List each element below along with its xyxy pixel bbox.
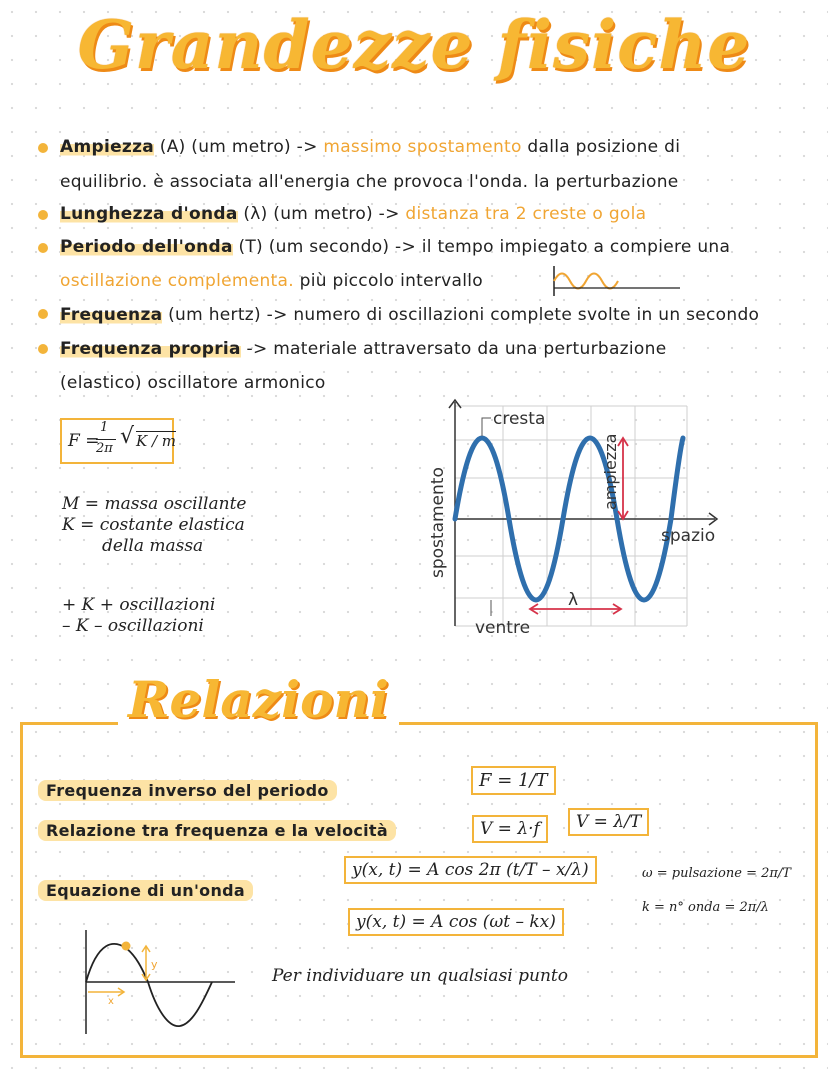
- sketch-x-label: x: [108, 996, 114, 1007]
- term-ampiezza: Ampiezza: [60, 137, 155, 157]
- bullet-text: (um hertz) -> numero di oscillazioni complete svolte in un secondo: [162, 305, 760, 325]
- crest-leader: [482, 418, 491, 436]
- bullet-lunghezza: [60, 204, 646, 224]
- relations-caption: Per individuare un qualsiasi punto: [272, 966, 568, 986]
- relations-title: Relazioni: [118, 670, 399, 729]
- fraction-bar: [96, 439, 116, 440]
- sketch-y-label: y: [151, 958, 158, 971]
- note-minus-k: – K – oscillazioni: [62, 616, 204, 636]
- amplitude-label: ampiezza: [601, 433, 620, 510]
- bullet-text: dalla posizione di: [521, 137, 681, 157]
- trough-label: ventre: [475, 618, 531, 638]
- bullet-frequenza-propria-cont: (elastico) oscillatore armonico: [60, 373, 326, 393]
- bullet-dot: [38, 143, 48, 153]
- formula-root: K / m: [136, 432, 177, 450]
- bullet-dot: [38, 344, 48, 354]
- note-k: K = costante elastica: [62, 515, 245, 535]
- formula-v-lambda-t: V = λ/T: [568, 808, 649, 836]
- bullet-dot: [38, 243, 48, 253]
- formula-v-lambda-f: V = λ·f: [472, 815, 548, 843]
- formula-denominator: 2π: [96, 441, 113, 456]
- formula-wave-eq-2: y(x, t) = A cos (ωt – kx): [348, 908, 564, 936]
- bullet-ampiezza: [60, 137, 680, 157]
- x-axis-label: spazio: [661, 526, 716, 546]
- bullet-dot: [38, 210, 48, 220]
- formula-numerator: 1: [100, 420, 109, 435]
- note-omega: ω = pulsazione = 2π/T: [642, 866, 791, 881]
- note-mass: M = massa oscillante: [62, 494, 247, 514]
- formula-wave-eq-1: y(x, t) = A cos 2π (t/T – x/λ): [344, 856, 597, 884]
- y-axis-label: spostamento: [428, 467, 448, 578]
- relation-label-wave-equation: Equazione di un'onda: [38, 880, 253, 901]
- bullet-text: più piccolo intervallo: [293, 271, 484, 291]
- accent-text: massimo spostamento: [323, 137, 522, 157]
- bullet-periodo-cont: [60, 271, 483, 291]
- page-title: Grandezze fisiche: [77, 6, 751, 84]
- wave-diagram: [425, 398, 725, 643]
- accent-text: oscillazione complementa.: [60, 271, 294, 291]
- accent-text: distanza tra 2 creste o gola: [405, 204, 647, 224]
- note-plus-k: + K + oscillazioni: [62, 595, 216, 615]
- bullet-text: (λ) (um metro) ->: [237, 204, 406, 224]
- bullet-text: -> materiale attraversato da una perturbazione: [240, 339, 667, 359]
- relation-label-frequency: Frequenza inverso del periodo: [38, 780, 337, 801]
- bullet-frequenza: [60, 305, 759, 325]
- bullet-dot: [38, 309, 48, 319]
- wave-sketch: [80, 926, 240, 1038]
- formula-f-1-t: F = 1/T: [471, 766, 556, 795]
- natural-frequency-formula: [60, 418, 177, 464]
- term-frequenza: Frequenza: [60, 305, 163, 325]
- wavelength-label: λ: [568, 590, 579, 610]
- term-frequenza-propria: Frequenza propria: [60, 339, 241, 359]
- relation-label-velocity: Relazione tra frequenza e la velocità: [38, 820, 396, 841]
- note-k-cont: della massa: [102, 536, 204, 556]
- bullet-text: (A) (um metro) ->: [154, 137, 324, 157]
- term-lunghezza: Lunghezza d'onda: [60, 204, 238, 224]
- bullet-frequenza-propria: [60, 339, 666, 359]
- period-sketch-icon: [548, 264, 683, 298]
- term-periodo: Periodo dell'onda: [60, 237, 233, 257]
- note-k-wave: k = n° onda = 2π/λ: [642, 900, 769, 915]
- sqrt-icon: √: [120, 424, 135, 449]
- bullet-periodo: [60, 237, 730, 257]
- bullet-text: (T) (um secondo) -> il tempo impiegato a compiere una: [232, 237, 731, 257]
- point-marker-icon: [122, 942, 131, 951]
- crest-label: cresta: [493, 409, 546, 429]
- bullet-ampiezza-cont: equilibrio. è associata all'energia che provoca l'onda. la perturbazione: [60, 172, 679, 192]
- formula-lhs: F =: [68, 431, 100, 451]
